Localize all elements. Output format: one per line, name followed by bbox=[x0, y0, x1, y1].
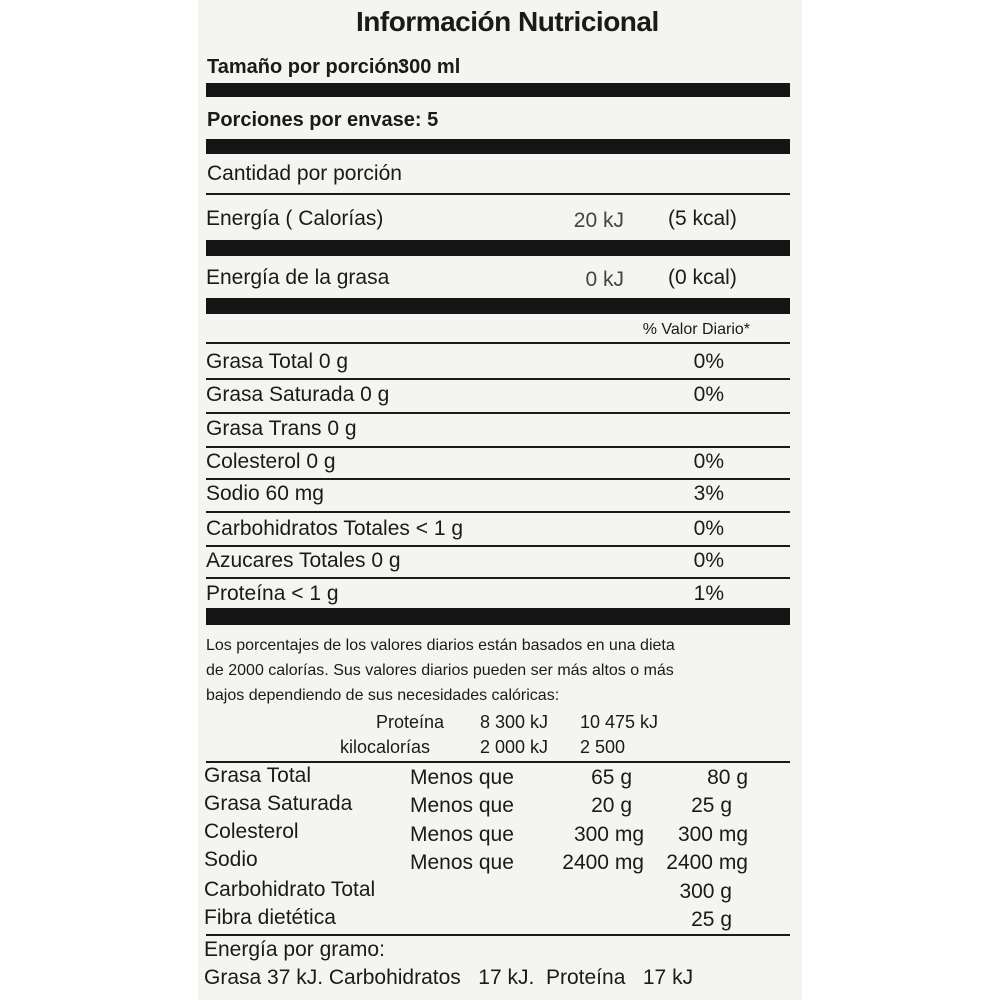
nutrient-row-label: Proteína < 1 g bbox=[206, 582, 339, 605]
energy-label: Energía ( Calorías) bbox=[206, 207, 384, 230]
nutrient-row-label: Carbohidratos Totales < 1 g bbox=[206, 517, 464, 540]
nutrient-row-dv: 1% bbox=[693, 582, 724, 605]
nutrient-row-label: Sodio 60 mg bbox=[206, 482, 324, 505]
energy-fat-kcal: (0 kcal) bbox=[668, 266, 737, 289]
limit-qualifier: Menos que bbox=[410, 766, 514, 789]
reference-value-1: 2 000 kJ bbox=[479, 737, 548, 757]
limit-qualifier: Menos que bbox=[410, 823, 514, 846]
limit-value-1: 300 mg bbox=[573, 823, 644, 846]
energy-per-gram-values: Grasa 37 kJ. Carbohidratos 17 kJ. Proteína 17 kJ bbox=[204, 966, 694, 989]
thin-divider bbox=[206, 446, 790, 448]
nutrient-row-dv: 0% bbox=[693, 350, 724, 373]
energy-kcal: (5 kcal) bbox=[668, 207, 737, 230]
daily-value-header: % Valor Diario* bbox=[642, 321, 750, 338]
footnote-line: Los porcentajes de los valores diarios están basados en una dieta bbox=[206, 637, 675, 654]
thin-divider bbox=[206, 378, 790, 380]
limit-value-2: 300 g bbox=[679, 880, 732, 903]
nutrient-row-label: Grasa Saturada 0 g bbox=[206, 383, 390, 406]
energy-kj: 20 kJ bbox=[573, 209, 624, 232]
thin-divider bbox=[206, 577, 790, 579]
limit-label: Fibra dietética bbox=[204, 906, 336, 929]
reference-value-2: 2 500 bbox=[580, 737, 626, 757]
thin-divider bbox=[206, 761, 790, 763]
thick-divider bbox=[206, 83, 790, 97]
thin-divider bbox=[206, 934, 790, 936]
nutrient-row-dv: 0% bbox=[693, 450, 724, 473]
nutrient-row-dv: 0% bbox=[693, 383, 724, 406]
thin-divider bbox=[206, 511, 790, 513]
label-title: Información Nutricional bbox=[356, 6, 659, 37]
nutrient-row-dv: 3% bbox=[693, 482, 724, 505]
nutrient-row-dv: 0% bbox=[693, 517, 724, 540]
limit-qualifier: Menos que bbox=[410, 794, 514, 817]
limit-value-2: 300 mg bbox=[677, 823, 748, 846]
nutrient-row-label: Colesterol 0 g bbox=[206, 450, 336, 473]
thick-divider bbox=[206, 240, 790, 256]
serving-size-label: Tamaño por porción: bbox=[207, 56, 406, 78]
limit-label: Grasa Saturada bbox=[204, 792, 353, 815]
nutrient-row-dv: 0% bbox=[693, 549, 724, 572]
reference-value-2: 10 475 kJ bbox=[580, 712, 659, 732]
reference-label: kilocalorías bbox=[339, 737, 430, 757]
limit-value-2: 25 g bbox=[691, 794, 732, 817]
thin-divider bbox=[206, 342, 790, 344]
energy-per-gram-heading: Energía por gramo: bbox=[204, 938, 385, 961]
limit-value-1: 2400 mg bbox=[562, 851, 644, 874]
footnote-line: de 2000 calorías. Sus valores diarios pueden ser más altos o más bbox=[206, 662, 674, 679]
nutrient-row-label: Grasa Trans 0 g bbox=[206, 417, 357, 440]
reference-value-1: 8 300 kJ bbox=[479, 712, 548, 732]
limit-value-2: 80 g bbox=[707, 766, 748, 789]
thin-divider bbox=[206, 545, 790, 547]
limit-label: Grasa Total bbox=[204, 764, 311, 787]
thick-divider bbox=[206, 608, 790, 625]
thin-divider bbox=[206, 193, 790, 195]
servings-per-container: Porciones por envase: 5 bbox=[207, 109, 439, 131]
thin-divider bbox=[206, 478, 790, 480]
serving-size-value: 300 ml bbox=[398, 56, 461, 78]
reference-label: Proteína bbox=[375, 712, 444, 732]
nutrient-row-label: Azucares Totales 0 g bbox=[206, 549, 401, 572]
limit-value-1: 65 g bbox=[591, 766, 632, 789]
footnote-line: bajos dependiendo de sus necesidades calóricas: bbox=[206, 687, 560, 704]
limit-label: Sodio bbox=[204, 848, 258, 871]
limit-qualifier: Menos que bbox=[410, 851, 514, 874]
energy-fat-label: Energía de la grasa bbox=[206, 266, 390, 289]
limit-label: Carbohidrato Total bbox=[204, 878, 376, 901]
limit-label: Colesterol bbox=[204, 820, 299, 843]
energy-fat-kj: 0 kJ bbox=[585, 268, 624, 291]
amount-per-serving: Cantidad por porción bbox=[207, 162, 402, 185]
limit-value-2: 2400 mg bbox=[666, 851, 748, 874]
limit-value-2: 25 g bbox=[691, 908, 732, 931]
thick-divider bbox=[206, 298, 790, 314]
limit-value-1: 20 g bbox=[591, 794, 632, 817]
thick-divider bbox=[206, 139, 790, 154]
nutrient-row-label: Grasa Total 0 g bbox=[206, 350, 349, 373]
thin-divider bbox=[206, 412, 790, 414]
